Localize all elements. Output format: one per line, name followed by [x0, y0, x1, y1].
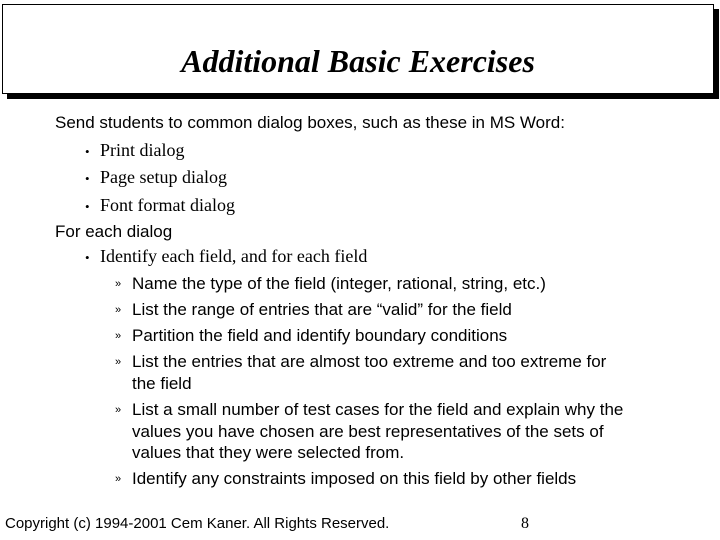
sub-bullet-icon: » [115, 473, 122, 485]
sub-bullet-icon: » [115, 330, 122, 342]
section-heading: For each dialog [55, 222, 173, 241]
intro-text: Send students to common dialog boxes, such as these in MS Word: [55, 113, 565, 132]
sub-item-constraints: Identify any constraints imposed on this field by other fields [132, 469, 577, 488]
sub-item-test-cases-cont-1: values you have chosen are best representatives of the sets of [132, 422, 604, 441]
sub-item-partition: Partition the field and identify boundary conditions [132, 326, 508, 345]
sub-bullet-icon: » [115, 404, 122, 416]
sub-item-valid-range: List the range of entries that are “valid” for the field [132, 300, 512, 319]
sub-bullet-icon: » [115, 278, 122, 290]
slide-title: Additional Basic Exercises [181, 43, 535, 79]
dialog-item-page-setup: Page setup dialog [100, 167, 227, 187]
dialog-item-font-format: Font format dialog [100, 195, 235, 215]
bullet-icon: • [85, 144, 90, 159]
page-number: 8 [521, 515, 529, 532]
sub-item-test-cases: List a small number of test cases for the field and explain why the [132, 400, 624, 419]
bullet-icon: • [85, 250, 90, 265]
sub-item-name-type: Name the type of the field (integer, rational, string, etc.) [132, 274, 546, 293]
sub-item-test-cases-cont-2: values that they were selected from. [132, 443, 405, 462]
bullet-icon: • [85, 199, 90, 214]
footer-copyright: Copyright (c) 1994-2001 Cem Kaner. All Rights Reserved. [5, 515, 390, 532]
sub-bullet-icon: » [115, 304, 122, 316]
sub-item-extreme-entries: List the entries that are almost too extreme and too extreme for [132, 352, 607, 371]
dialog-item-print: Print dialog [100, 140, 185, 160]
sub-item-extreme-entries-cont: the field [132, 374, 192, 393]
sub-bullet-icon: » [115, 356, 122, 368]
identify-step: Identify each field, and for each field [100, 246, 368, 266]
bullet-icon: • [85, 171, 90, 186]
